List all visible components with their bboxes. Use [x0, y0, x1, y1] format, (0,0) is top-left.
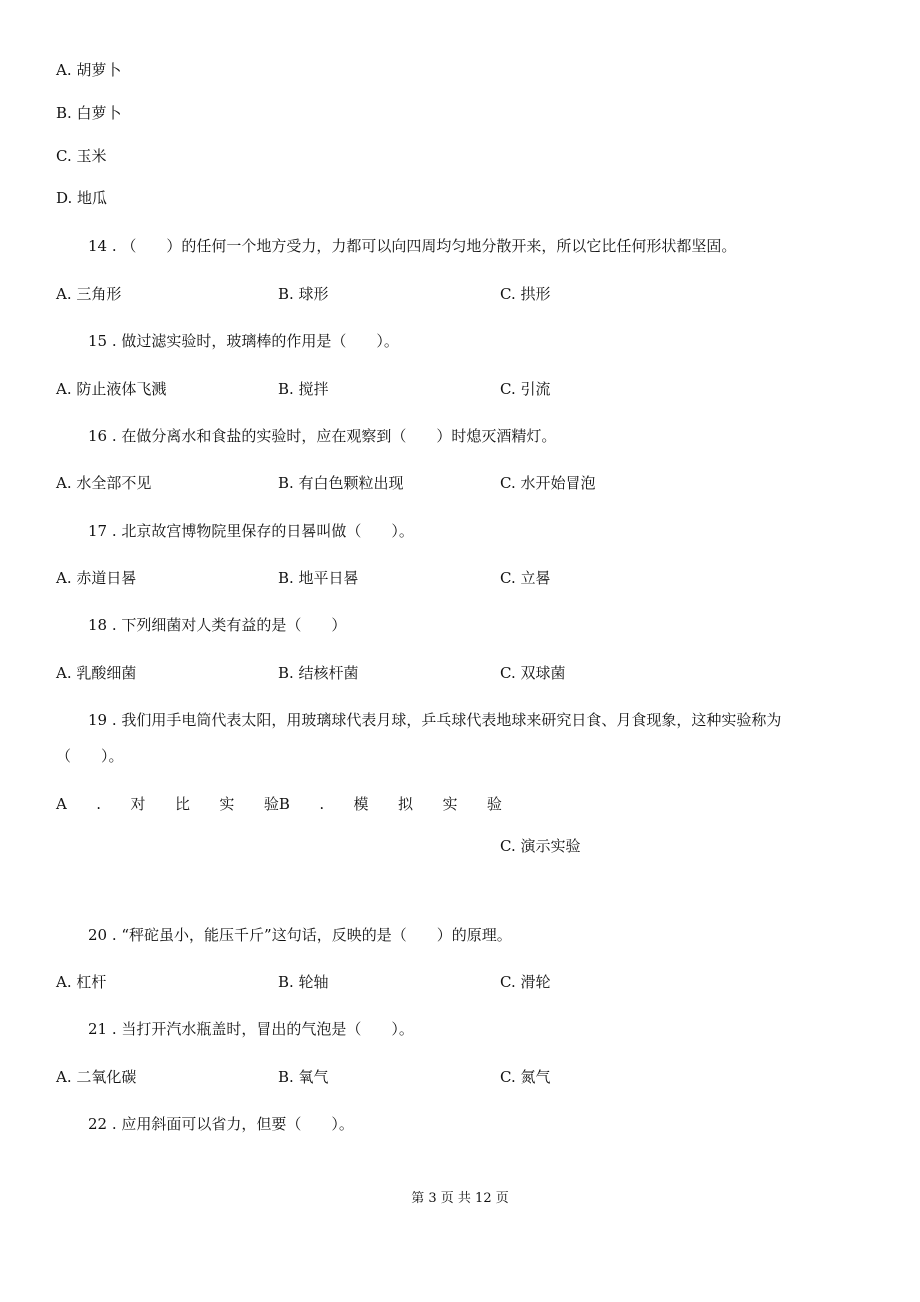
q19-token: 验B	[263, 795, 290, 813]
q19-token: 实	[219, 795, 235, 813]
q19-token: 实	[442, 795, 458, 813]
option-c: C. 玉米	[56, 147, 107, 165]
q19-token: 模	[353, 795, 369, 813]
q21-option-c: C. 氮气	[500, 1068, 551, 1086]
option-b: B. 白萝卜	[56, 104, 122, 122]
q18-option-a: A. 乳酸细菌	[56, 664, 137, 682]
q19-token: 对	[130, 795, 146, 813]
q19-token: 拟	[398, 795, 414, 813]
question-19: 19 . 我们用手电筒代表太阳，用玻璃球代表月球，乒乓球代表地球来研究日食、月食现象，这种实验称为	[88, 711, 782, 729]
q15-option-b: B. 搅拌	[278, 380, 329, 398]
q20-option-a: A. 杠杆	[56, 973, 107, 991]
q18-option-c: C. 双球菌	[500, 664, 566, 682]
q21-option-a: A. 二氧化碳	[56, 1068, 137, 1086]
question-20: 20 . “秤砣虽小，能压千斤”这句话，反映的是（ ）的原理。	[88, 926, 512, 944]
q20-option-c: C. 滑轮	[500, 973, 551, 991]
q16-option-b: B. 有白色颗粒出现	[278, 474, 404, 492]
page-footer: 第 3 页 共 12 页	[411, 1191, 509, 1206]
q17-option-a: A. 赤道日晷	[56, 569, 137, 587]
q20-option-b: B. 轮轴	[278, 973, 329, 991]
question-16: 16 . 在做分离水和食盐的实验时，应在观察到（ ）时熄灭酒精灯。	[88, 427, 557, 445]
option-a: A. 胡萝卜	[56, 61, 122, 79]
q16-option-c: C. 水开始冒泡	[500, 474, 596, 492]
q15-option-a: A. 防止液体飞溅	[56, 380, 167, 398]
question-21: 21 . 当打开汽水瓶盖时，冒出的气泡是（ ）。	[88, 1020, 414, 1038]
q21-option-b: B. 氧气	[278, 1068, 329, 1086]
q14-option-b: B. 球形	[278, 285, 329, 303]
q19-option-c: C. 演示实验	[500, 837, 581, 855]
q15-option-c: C. 引流	[500, 380, 551, 398]
question-18: 18 . 下列细菌对人类有益的是（ ）	[88, 616, 347, 634]
q14-option-c: C. 拱形	[500, 285, 551, 303]
q17-option-c: C. 立晷	[500, 569, 551, 587]
q19-token: .	[96, 795, 102, 813]
q16-option-a: A. 水全部不见	[56, 474, 152, 492]
q17-option-b: B. 地平日晷	[278, 569, 359, 587]
q19-token: A	[56, 795, 67, 813]
q18-option-b: B. 结核杆菌	[278, 664, 359, 682]
option-d: D. 地瓜	[56, 189, 108, 207]
q19-token: 比	[174, 795, 190, 813]
question-22: 22 . 应用斜面可以省力，但要（ ）。	[88, 1115, 354, 1133]
q19-token: 验	[486, 795, 502, 813]
question-19-continuation: （ ）。	[56, 747, 124, 765]
q19-token: .	[319, 795, 325, 813]
q19-options-ab	[56, 794, 502, 814]
question-15: 15 . 做过滤实验时，玻璃棒的作用是（ ）。	[88, 332, 399, 350]
question-17: 17 . 北京故宫博物院里保存的日晷叫做（ ）。	[88, 522, 414, 540]
question-14: 14 . （ ）的任何一个地方受力，力都可以向四周均匀地分散开来，所以它比任何形状都坚固。	[88, 237, 737, 255]
q14-option-a: A. 三角形	[56, 285, 122, 303]
